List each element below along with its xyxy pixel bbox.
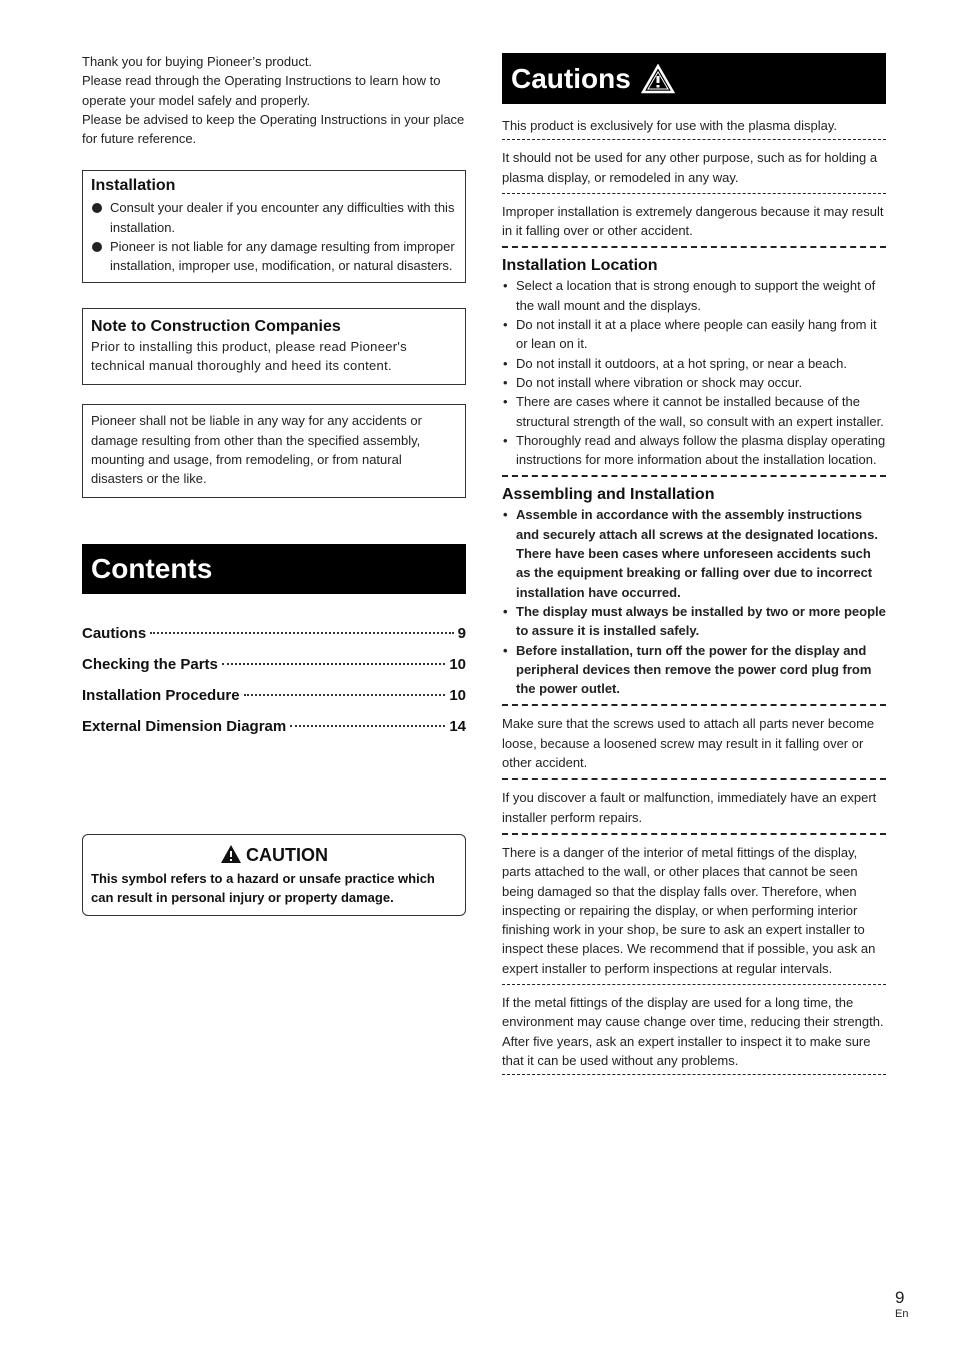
cautions-para: If you discover a fault or malfunction, immediately have an expert installer perform repairs. [502,790,877,825]
divider [502,704,886,706]
toc-leader [150,632,453,634]
caution-text: This symbol refers to a hazard or unsafe practice which can result in personal injury or property damage. [91,871,435,906]
toc-label: External Dimension Diagram [82,718,287,736]
left-column [82,52,466,916]
list-item: • Before installation, turn off the power for the display and peripheral devices then remove the power cord plug from the power outlet. [502,641,886,699]
caution-heading [91,843,457,867]
list-item: • There are cases where it cannot be installed because of the structural strength of the wall, so consult with an expert installer. [502,392,886,431]
divider [502,1074,886,1075]
list-item [502,505,886,601]
toc-label: Checking the Parts [82,656,218,674]
list-item-text: Assemble in accordance with the assembly instructions and securely attach all screws at the designated locations. [516,507,878,542]
contents-banner [82,544,466,594]
toc-leader [222,663,445,665]
divider [502,475,886,477]
divider [502,833,886,835]
intro-line: Please read through the Operating Instructions to learn how to operate your model safely and properly. [82,73,441,108]
warning-icon [641,64,675,94]
toc-label: Cautions [82,625,147,643]
toc-leader [290,725,445,727]
right-column [502,53,886,1083]
assembling-list [502,505,886,698]
cautions-para: If the metal fittings of the display are used for a long time, the environment may cause change over time, reducing their strength. After five years, ask an expert installer to inspect it to make sure that it can be used without any problems. [502,994,884,1068]
list-item-text: There have been cases where unforeseen accidents such as the equipment breaking or falling over due to incorrect installation have occurred. [516,546,873,600]
cautions-para: This product is exclusively for use with the plasma display. [502,118,838,133]
toc-page: 9 [457,625,466,643]
divider [502,778,886,780]
page-number: 9 [895,1288,905,1307]
cautions-para: Make sure that the screws used to attach all parts never become loose, because a loosened screw may result in it falling over or other accident. [502,716,875,771]
intro-line: Please be advised to keep the Operating Instructions in your place for future reference. [82,111,465,147]
caution-heading-text: CAUTION [246,845,328,866]
cautions-para: It should not be used for any other purpose, such as for holding a plasma display, or remodeled in any way. [502,150,878,185]
toc-entry[interactable] [82,618,466,649]
list-item: • Do not install it at a place where people can easily hang from it or lean on it. [502,315,886,354]
intro-text [82,52,466,148]
installation-list [91,198,457,275]
divider [502,193,886,194]
installation-location-title: Installation Location [502,257,658,275]
toc-leader [244,694,446,696]
toc-page: 14 [449,718,466,736]
list-item: Consult your dealer if you encounter any difficulties with this installation. [91,198,457,237]
assembling-title: Assembling and Installation [502,486,715,504]
table-of-contents [82,618,466,742]
warning-icon [220,844,242,864]
divider [502,139,886,140]
toc-entry[interactable] [82,649,466,680]
divider [502,984,886,985]
list-item: • Select a location that is strong enough to support the weight of the wall mount and the displays. [502,276,886,315]
list-item: • Thoroughly read and always follow the plasma display operating instructions for more information about the installation location. [502,431,886,470]
toc-entry[interactable] [82,711,466,742]
installation-location-list [502,276,886,469]
toc-page: 10 [449,687,466,705]
construction-box-text: Prior to installing this product, please read Pioneer's technical manual thoroughly and heed its content. [91,338,407,373]
liability-box [82,404,466,498]
list-item: • Do not install where vibration or shock may occur. [502,373,886,392]
cautions-title: Cautions [511,63,631,94]
construction-box [82,308,466,386]
divider [502,246,886,248]
list-item: Pioneer is not liable for any damage resulting from improper installation, improper use, modification, or natural disasters. [91,237,457,276]
toc-entry[interactable] [82,680,466,711]
contents-title: Contents [91,553,213,585]
cautions-para: There is a danger of the interior of metal fittings of the display, parts attached to the wall, or other places that cannot be seen being damaged so that the display falls over. Therefore, when inspecting or repairing the display, or when performing interior finishing work in your shop, be sure to ask an expert installer to inspect these places. We recommend that if possible, you ask an expert installer to perform inspections at regular intervals. [502,844,876,976]
installation-box [82,170,466,282]
intro-line: Thank you for buying Pioneer’s product. [82,54,313,69]
installation-box-title: Installation [91,177,176,195]
page-language: En [895,1308,909,1320]
list-item: • The display must always be installed by two or more people to assure it is installed safely. [502,602,886,641]
construction-box-title: Note to Construction Companies [91,317,341,335]
liability-box-text: Pioneer shall not be liable in any way for any accidents or damage resulting from other than the specified assembly, mounting and usage, from remodeling, or from natural disasters or the like. [91,413,422,487]
list-item: • Do not install it outdoors, at a hot spring, or near a beach. [502,354,886,373]
toc-page: 10 [449,656,466,674]
caution-box [82,834,466,916]
cautions-banner [502,53,886,104]
toc-label: Installation Procedure [82,687,240,705]
cautions-para: Improper installation is extremely dangerous because it may result in it falling over or other accident. [502,203,884,239]
